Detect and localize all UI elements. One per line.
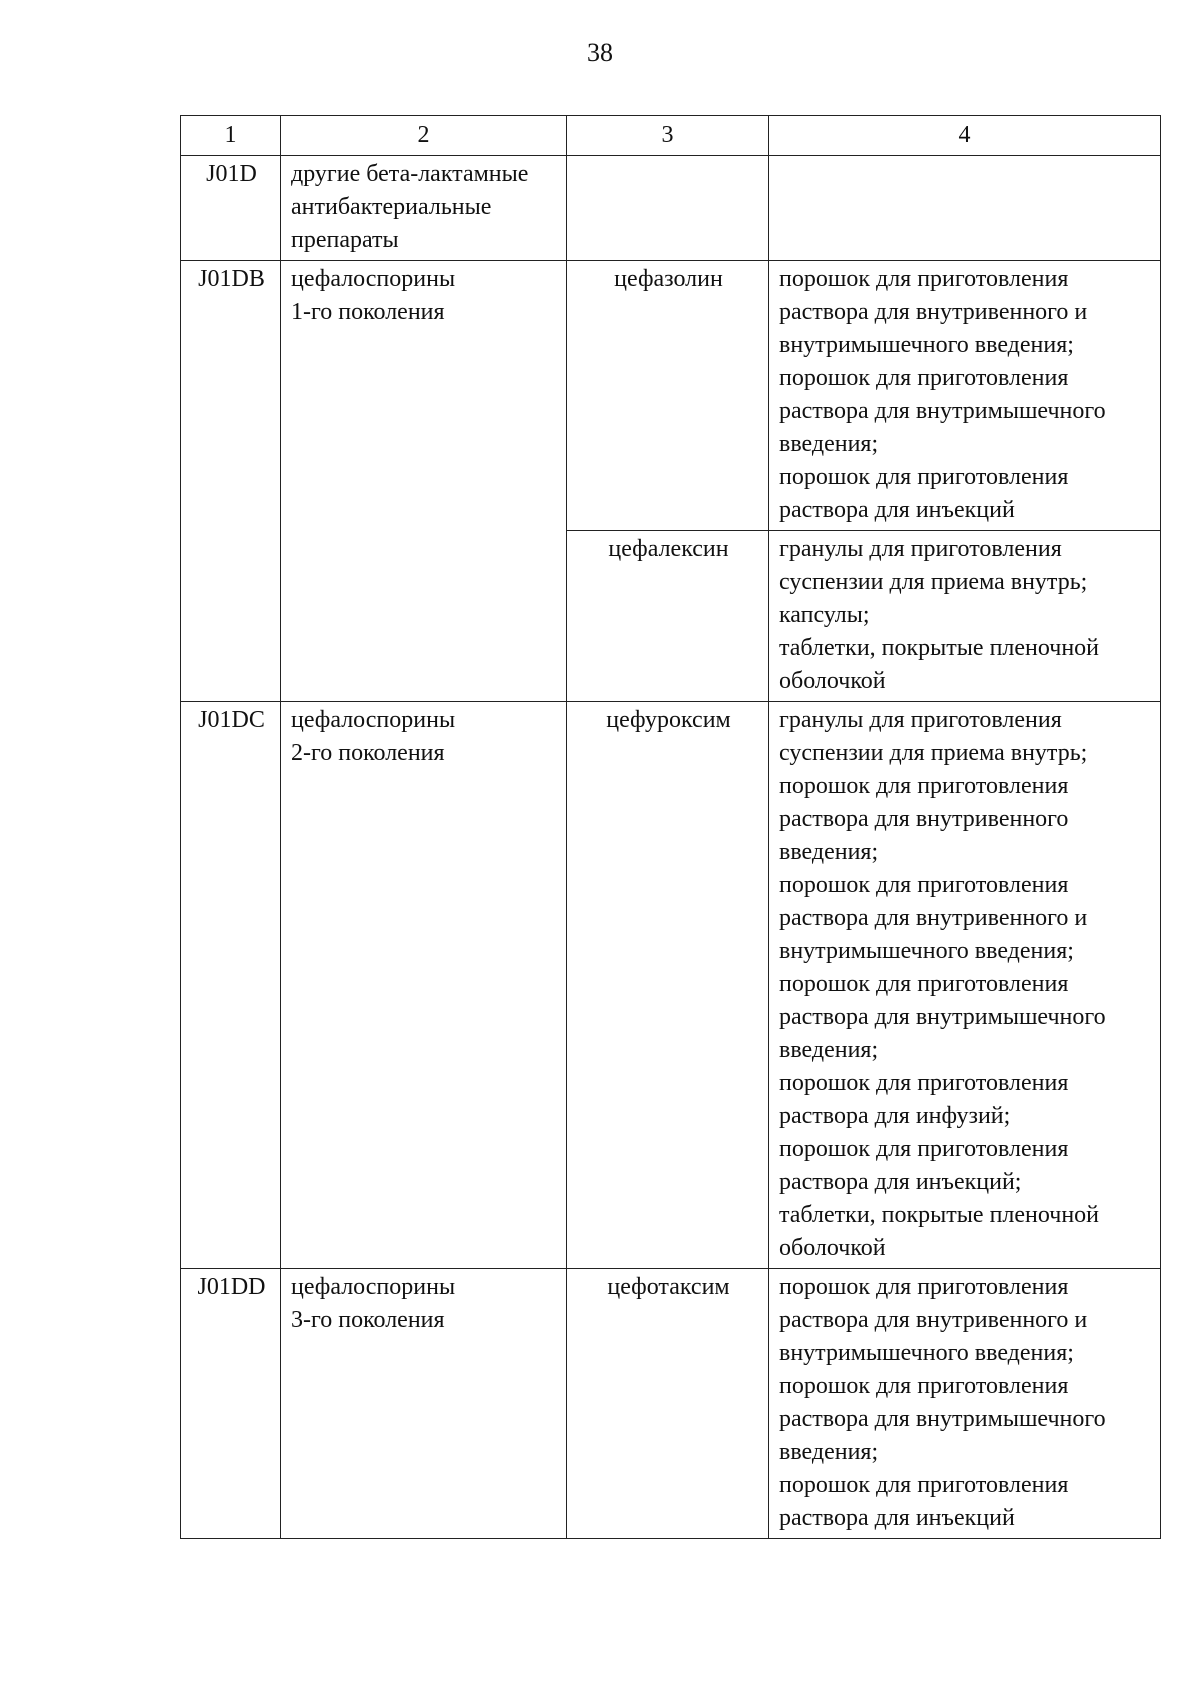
group-name-line: цефалоспорины [291, 707, 456, 733]
dosage-form-line: порошок для приготовления [779, 464, 1069, 490]
dosage-form-line: порошок для приготовления [779, 1274, 1069, 1300]
dosage-form-line: раствора для инъекций [779, 497, 1015, 523]
table-row [181, 702, 1161, 1269]
page-number: 38 [587, 38, 613, 67]
group-name-cell [281, 702, 567, 1269]
group-name-line: антибактериальные [291, 194, 492, 220]
dosage-form-line: порошок для приготовления [779, 1373, 1069, 1399]
dosage-form-line: порошок для приготовления [779, 773, 1069, 799]
dosage-form-line: порошок для приготовления [779, 1472, 1069, 1498]
atc-code-cell: J01DD [181, 1269, 281, 1539]
dosage-form-line: капсулы; [779, 602, 870, 628]
group-name-line: цефалоспорины [291, 1274, 456, 1300]
dosage-form-line: введения; [779, 839, 879, 865]
dosage-form-line: раствора для внутримышечного [779, 1406, 1106, 1432]
dosage-form-line: раствора для внутривенного [779, 806, 1069, 832]
group-name-line: 1-го поколения [291, 299, 445, 325]
group-name-line: 3-го поколения [291, 1307, 445, 1333]
dosage-form-line: порошок для приготовления [779, 872, 1069, 898]
dosage-form-line: порошок для приготовления [779, 365, 1069, 391]
dosage-form-line: таблетки, покрытые пленочной [779, 1202, 1100, 1228]
group-name-line: цефалоспорины [291, 266, 456, 292]
dosage-form-line: раствора для инъекций; [779, 1169, 1022, 1195]
dosage-form-line: внутримышечного введения; [779, 1340, 1074, 1366]
column-header-3: 3 [567, 116, 769, 156]
group-name-line: 2-го поколения [291, 740, 445, 766]
table-body [181, 156, 1161, 1539]
drug-table [180, 115, 1161, 1539]
dosage-form-line: таблетки, покрытые пленочной [779, 635, 1100, 661]
group-name-cell [281, 156, 567, 261]
dosage-form-line: раствора для внутримышечного [779, 398, 1106, 424]
column-header-1: 1 [181, 116, 281, 156]
dosage-forms-cell [769, 702, 1161, 1269]
dosage-form-line: порошок для приготовления [779, 1136, 1069, 1162]
dosage-form-line: раствора для внутривенного и [779, 1307, 1088, 1333]
drug-name-cell: цефуроксим [567, 702, 769, 1269]
dosage-form-line: раствора для внутривенного и [779, 905, 1088, 931]
table-row [181, 1269, 1161, 1539]
dosage-forms-cell [769, 261, 1161, 531]
table-row [181, 261, 1161, 531]
dosage-forms-cell [769, 531, 1161, 702]
dosage-form-line: суспензии для приема внутрь; [779, 740, 1088, 766]
dosage-form-line: введения; [779, 1439, 879, 1465]
dosage-form-line: гранулы для приготовления [779, 707, 1062, 733]
dosage-form-line: раствора для внутривенного и [779, 299, 1088, 325]
drug-name-cell: цефотаксим [567, 1269, 769, 1539]
group-name-cell [281, 1269, 567, 1539]
dosage-form-line: порошок для приготовления [779, 971, 1069, 997]
dosage-form-line: раствора для инфузий; [779, 1103, 1011, 1129]
dosage-form-line: внутримышечного введения; [779, 332, 1074, 358]
dosage-form-line: раствора для инъекций [779, 1505, 1015, 1531]
dosage-form-line: оболочкой [779, 668, 886, 694]
dosage-form-line: порошок для приготовления [779, 1070, 1069, 1096]
dosage-form-line: гранулы для приготовления [779, 536, 1062, 562]
drug-name-cell [567, 156, 769, 261]
atc-code-cell: J01D [181, 156, 281, 261]
dosage-form-line: оболочкой [779, 1235, 886, 1261]
dosage-form-line: введения; [779, 1037, 879, 1063]
group-name-line: препараты [291, 227, 399, 253]
dosage-form-line: внутримышечного введения; [779, 938, 1074, 964]
group-name-line: другие бета-лактамные [291, 161, 529, 187]
drug-name-cell: цефазолин [567, 261, 769, 531]
atc-code-cell: J01DB [181, 261, 281, 702]
column-header-4: 4 [769, 116, 1161, 156]
group-name-cell [281, 261, 567, 702]
dosage-form-line: порошок для приготовления [779, 266, 1069, 292]
header-row [181, 116, 1161, 156]
table-row [181, 156, 1161, 261]
dosage-form-line: раствора для внутримышечного [779, 1004, 1106, 1030]
drug-name-cell: цефалексин [567, 531, 769, 702]
dosage-forms-cell [769, 156, 1161, 261]
dosage-forms-cell [769, 1269, 1161, 1539]
dosage-form-line: введения; [779, 431, 879, 457]
column-header-2: 2 [281, 116, 567, 156]
dosage-form-line: суспензии для приема внутрь; [779, 569, 1088, 595]
atc-code-cell: J01DC [181, 702, 281, 1269]
